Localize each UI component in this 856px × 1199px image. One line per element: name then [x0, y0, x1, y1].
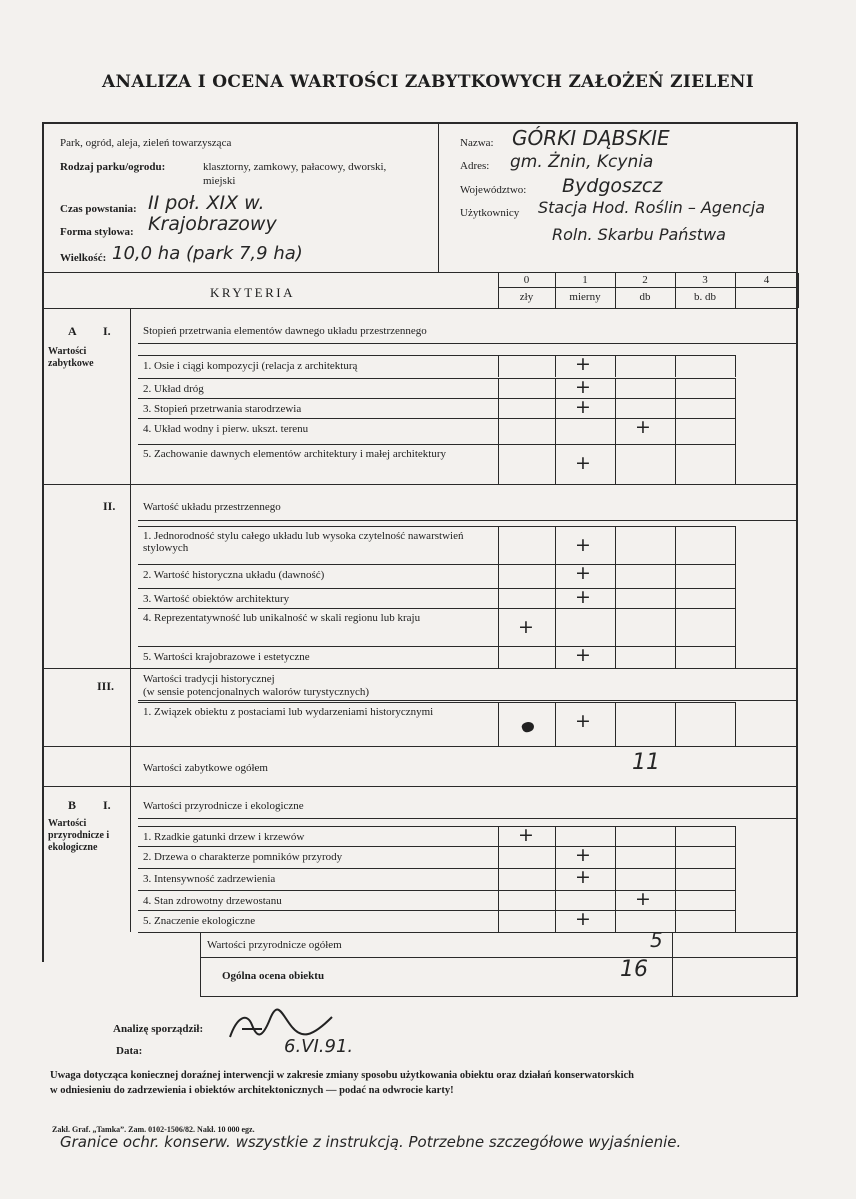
criterion-label: 1. Osie i ciągi kompozycji (relacja z architekturą	[143, 360, 358, 372]
grid-line	[735, 564, 736, 588]
grid-line	[675, 273, 676, 308]
page-title: ANALIZA I OCENA WARTOŚCI ZABYTKOWYCH ZAŁOŻEŃ ZIELENI	[102, 72, 754, 92]
group3-heading-b: (w sensie potencjonalnych walorów turystycznych)	[143, 686, 370, 698]
grid-line	[615, 526, 616, 564]
column-number: 2	[642, 274, 648, 286]
grid-line	[675, 846, 676, 868]
czas-label: Czas powstania:	[60, 203, 137, 215]
grid-line	[615, 444, 616, 484]
criterion-label: 1. Rzadkie gatunki drzew i krzewów	[143, 831, 305, 843]
grid-line	[615, 378, 616, 398]
column-label: b. db	[694, 291, 716, 303]
criterion-label: 5. Wartości krajobrazowe i estetyczne	[143, 651, 310, 663]
ink-mark-icon	[521, 720, 536, 734]
totals-right	[672, 932, 673, 996]
grid-line	[498, 564, 499, 588]
header-bottom	[42, 272, 798, 273]
criterion-mark: +	[635, 888, 651, 910]
uwaga-line-1: Uwaga dotycząca koniecznej doraźnej interwencji w zakresie zmiany sposobu użytkowania obiektu oraz działań konserwatorskich	[50, 1070, 634, 1081]
adres-label: Adres:	[460, 160, 490, 172]
row-line	[138, 868, 735, 869]
group2-heading: Wartość układu przestrzennego	[143, 501, 281, 513]
row-line	[138, 564, 735, 565]
criterion-mark: +	[575, 562, 591, 584]
grid-line	[615, 846, 616, 868]
grid-line	[615, 355, 616, 377]
group3-roman: III.	[97, 679, 115, 693]
grid-line	[675, 826, 676, 846]
zabytkowe-total-value: 11	[632, 750, 660, 775]
grid-line	[498, 890, 499, 910]
grid-line	[498, 702, 499, 746]
criterion-mark: +	[575, 908, 591, 930]
print-info: Zakł. Graf. „Tamka”. Zam. 0102-1506/82. Nakł. 10 000 egz.	[52, 1125, 255, 1134]
criterion-mark: +	[518, 824, 534, 846]
column-number: 0	[523, 274, 530, 286]
row-line	[138, 588, 735, 589]
grid-line	[735, 526, 736, 564]
total-bottom	[200, 996, 798, 997]
grid-line	[498, 355, 499, 377]
grid-line	[675, 702, 676, 746]
row-line	[138, 608, 735, 609]
criterion-mark: +	[575, 534, 591, 556]
grid-line	[675, 910, 676, 932]
grid-line	[735, 608, 736, 646]
colhead-mid	[498, 287, 798, 288]
criterion-label: 1. Jednorodność stylu całego układu lub wysoka czytelność nawarstwień stylowych	[143, 530, 464, 554]
section-b-name: Wartości przyrodnicze i ekologiczne	[48, 818, 110, 853]
uwaga-line-2: w odniesieniu do zadrzewienia i obiektów architektonicznych — podać na odwrocie karty!	[50, 1085, 454, 1096]
grid-line	[498, 868, 499, 890]
kryteria-heading: KRYTERIA	[210, 285, 295, 300]
criterion-mark: +	[575, 710, 591, 732]
grid-line	[615, 646, 616, 668]
grid-line	[498, 444, 499, 484]
grid-line	[555, 826, 556, 846]
criterion-mark: +	[575, 376, 591, 398]
criterion-label: 5. Znaczenie ekologiczne	[143, 915, 256, 927]
criterion-mark: +	[575, 844, 591, 866]
group-line	[42, 668, 798, 669]
grid-line	[735, 646, 736, 668]
criterion-mark: +	[575, 353, 591, 375]
grid-line	[615, 588, 616, 608]
grid-line	[615, 608, 616, 646]
column-number: 3	[702, 274, 708, 286]
grid-line	[735, 846, 736, 868]
grid-line	[675, 868, 676, 890]
criterion-mark: +	[635, 416, 651, 438]
grid-line	[735, 378, 736, 398]
row-line	[138, 526, 735, 527]
row-line	[138, 444, 735, 445]
grid-line	[675, 588, 676, 608]
group-line	[42, 308, 798, 309]
column-label: zły	[519, 291, 534, 303]
data-value: 6.VI.91.	[284, 1036, 354, 1057]
total-line	[200, 957, 798, 958]
forma-value: Krajobrazowy	[148, 213, 277, 235]
group-line	[138, 700, 798, 701]
column-number: 4	[763, 274, 770, 286]
grid-line	[735, 890, 736, 910]
rodzaj-options: klasztorny, zamkowy, pałacowy, dworski,	[203, 161, 387, 173]
group-line	[42, 484, 798, 485]
grid-line	[555, 608, 556, 646]
przyrodnicze-total-value: 5	[650, 928, 663, 952]
section-a-name: Wartości zabytkowe	[48, 346, 94, 369]
nazwa-value: GÓRKI DĄBSKIE	[512, 126, 670, 150]
grid-line	[555, 418, 556, 444]
grid-line	[615, 273, 616, 308]
criterion-mark: +	[575, 396, 591, 418]
czas-value: II poł. XIX w.	[148, 192, 265, 214]
section-separator	[42, 786, 798, 787]
grid-line	[675, 355, 676, 377]
grid-line	[498, 646, 499, 668]
total-line	[138, 932, 798, 933]
adres-value: gm. Żnin, Kcynia	[510, 152, 654, 172]
grid-line	[735, 702, 736, 746]
column-number: 1	[582, 274, 588, 286]
grid-line	[498, 378, 499, 398]
grid-line	[675, 418, 676, 444]
grid-line	[498, 910, 499, 932]
grid-line	[615, 910, 616, 932]
row-line	[138, 910, 735, 911]
grid-line	[498, 273, 499, 308]
grid-line	[735, 398, 736, 418]
section-b-letter: B	[68, 798, 77, 812]
ogolna-value: 16	[620, 957, 648, 982]
rodzaj-label: Rodzaj parku/ogrodu:	[60, 161, 166, 173]
grid-line	[675, 526, 676, 564]
grid-line	[675, 608, 676, 646]
group-line	[138, 520, 798, 521]
zabytkowe-total-label: Wartości zabytkowe ogółem	[143, 762, 268, 774]
criterion-mark: +	[518, 616, 534, 638]
row-line	[138, 398, 735, 399]
criterion-mark: +	[575, 452, 591, 474]
criterion-label: 4. Układ wodny i pierw. ukszt. terenu	[143, 423, 309, 435]
row-line	[138, 702, 735, 703]
nazwa-label: Nazwa:	[460, 137, 494, 149]
totals-left	[200, 932, 201, 996]
frame-right	[796, 122, 798, 996]
criterion-label: 5. Zachowanie dawnych elementów architektury i małej architektury	[143, 448, 446, 460]
grid-line	[615, 564, 616, 588]
column-label: db	[639, 291, 651, 303]
handwritten-note: Granice ochr. konserw. wszystkie z instrukcją. Potrzebne szczegółowe wyjaśnienie.	[60, 1133, 682, 1151]
group3-heading-a: Wartości tradycji historycznej	[143, 673, 275, 685]
grid-line	[735, 444, 736, 484]
data-label: Data:	[116, 1045, 143, 1057]
uzytkownicy-value-1: Stacja Hod. Roślin – Agencja	[538, 198, 766, 217]
grid-line	[675, 890, 676, 910]
grid-line	[498, 588, 499, 608]
grid-line	[615, 702, 616, 746]
group1-heading: Stopień przetrwania elementów dawnego układu przestrzennego	[143, 325, 427, 337]
grid-line	[735, 868, 736, 890]
row-line	[138, 355, 735, 356]
grid-line	[735, 418, 736, 444]
row-line	[138, 846, 735, 847]
criterion-mark: +	[575, 586, 591, 608]
criterion-label: 4. Reprezentatywność lub unikalność w skali regionu lub kraju	[143, 612, 421, 624]
grid-line	[735, 273, 736, 308]
group-line	[42, 746, 798, 747]
criterion-mark: +	[575, 644, 591, 666]
criterion-mark: +	[575, 866, 591, 888]
wielkosc-label: Wielkość:	[60, 252, 107, 264]
group2-roman: II.	[103, 499, 116, 513]
uzytkownicy-label: Użytkownicy	[460, 207, 520, 219]
row-line	[138, 646, 735, 647]
grid-line	[675, 378, 676, 398]
group-line	[138, 343, 798, 344]
section-a-roman: I.	[103, 324, 111, 338]
section-b-roman: I.	[103, 798, 111, 812]
criterion-label: 2. Wartość historyczna układu (dawność)	[143, 569, 325, 581]
grid-line	[615, 826, 616, 846]
criterion-label: 3. Intensywność zadrzewienia	[143, 873, 276, 885]
przyrodnicze-total-label: Wartości przyrodnicze ogółem	[207, 939, 342, 951]
criterion-label: 2. Układ dróg	[143, 383, 204, 395]
wielkosc-value: 10,0 ha (park 7,9 ha)	[112, 243, 303, 264]
analiza-label: Analizę sporządził:	[113, 1023, 204, 1035]
grid-line	[735, 910, 736, 932]
row-line	[138, 826, 735, 827]
grid-line	[675, 646, 676, 668]
grid-line	[555, 890, 556, 910]
criterion-label: 3. Stopień przetrwania starodrzewia	[143, 403, 302, 415]
frame-left	[42, 122, 44, 962]
criterion-label: 3. Wartość obiektów architektury	[143, 593, 290, 605]
grid-line	[675, 444, 676, 484]
grid-line	[675, 398, 676, 418]
grid-line	[555, 273, 556, 308]
grid-line	[498, 398, 499, 418]
grid-line	[675, 564, 676, 588]
grid-line	[735, 588, 736, 608]
grid-line	[615, 398, 616, 418]
frame-top	[42, 122, 798, 124]
grid-line	[498, 846, 499, 868]
criterion-label: 1. Związek obiektu z postaciami lub wydarzeniami historycznymi	[143, 706, 434, 718]
ogolna-label: Ogólna ocena obiektu	[222, 970, 325, 982]
criterion-label: 2. Drzewa o charakterze pomników przyrody	[143, 851, 343, 863]
row-line	[138, 378, 735, 379]
grid-line	[615, 868, 616, 890]
grid-line	[735, 355, 736, 377]
grid-line	[498, 526, 499, 564]
groupb-heading: Wartości przyrodnicze i ekologiczne	[143, 800, 304, 812]
grid-line	[798, 273, 799, 308]
wojewodztwo-value: Bydgoszcz	[562, 175, 663, 197]
header-divider	[438, 122, 439, 272]
group-line	[138, 818, 798, 819]
grid-line	[735, 826, 736, 846]
forma-label: Forma stylowa:	[60, 226, 134, 238]
section-divider	[130, 308, 131, 932]
uzytkownicy-value-2: Roln. Skarbu Państwa	[552, 225, 726, 244]
column-label: mierny	[569, 291, 601, 303]
section-a-letter: A	[68, 324, 77, 338]
wojewodztwo-label: Województwo:	[460, 184, 527, 196]
rodzaj-options-2: miejski	[203, 175, 236, 187]
grid-line	[498, 418, 499, 444]
park-type: Park, ogród, aleja, zieleń towarzysząca	[60, 137, 232, 149]
criterion-label: 4. Stan zdrowotny drzewostanu	[143, 895, 282, 907]
